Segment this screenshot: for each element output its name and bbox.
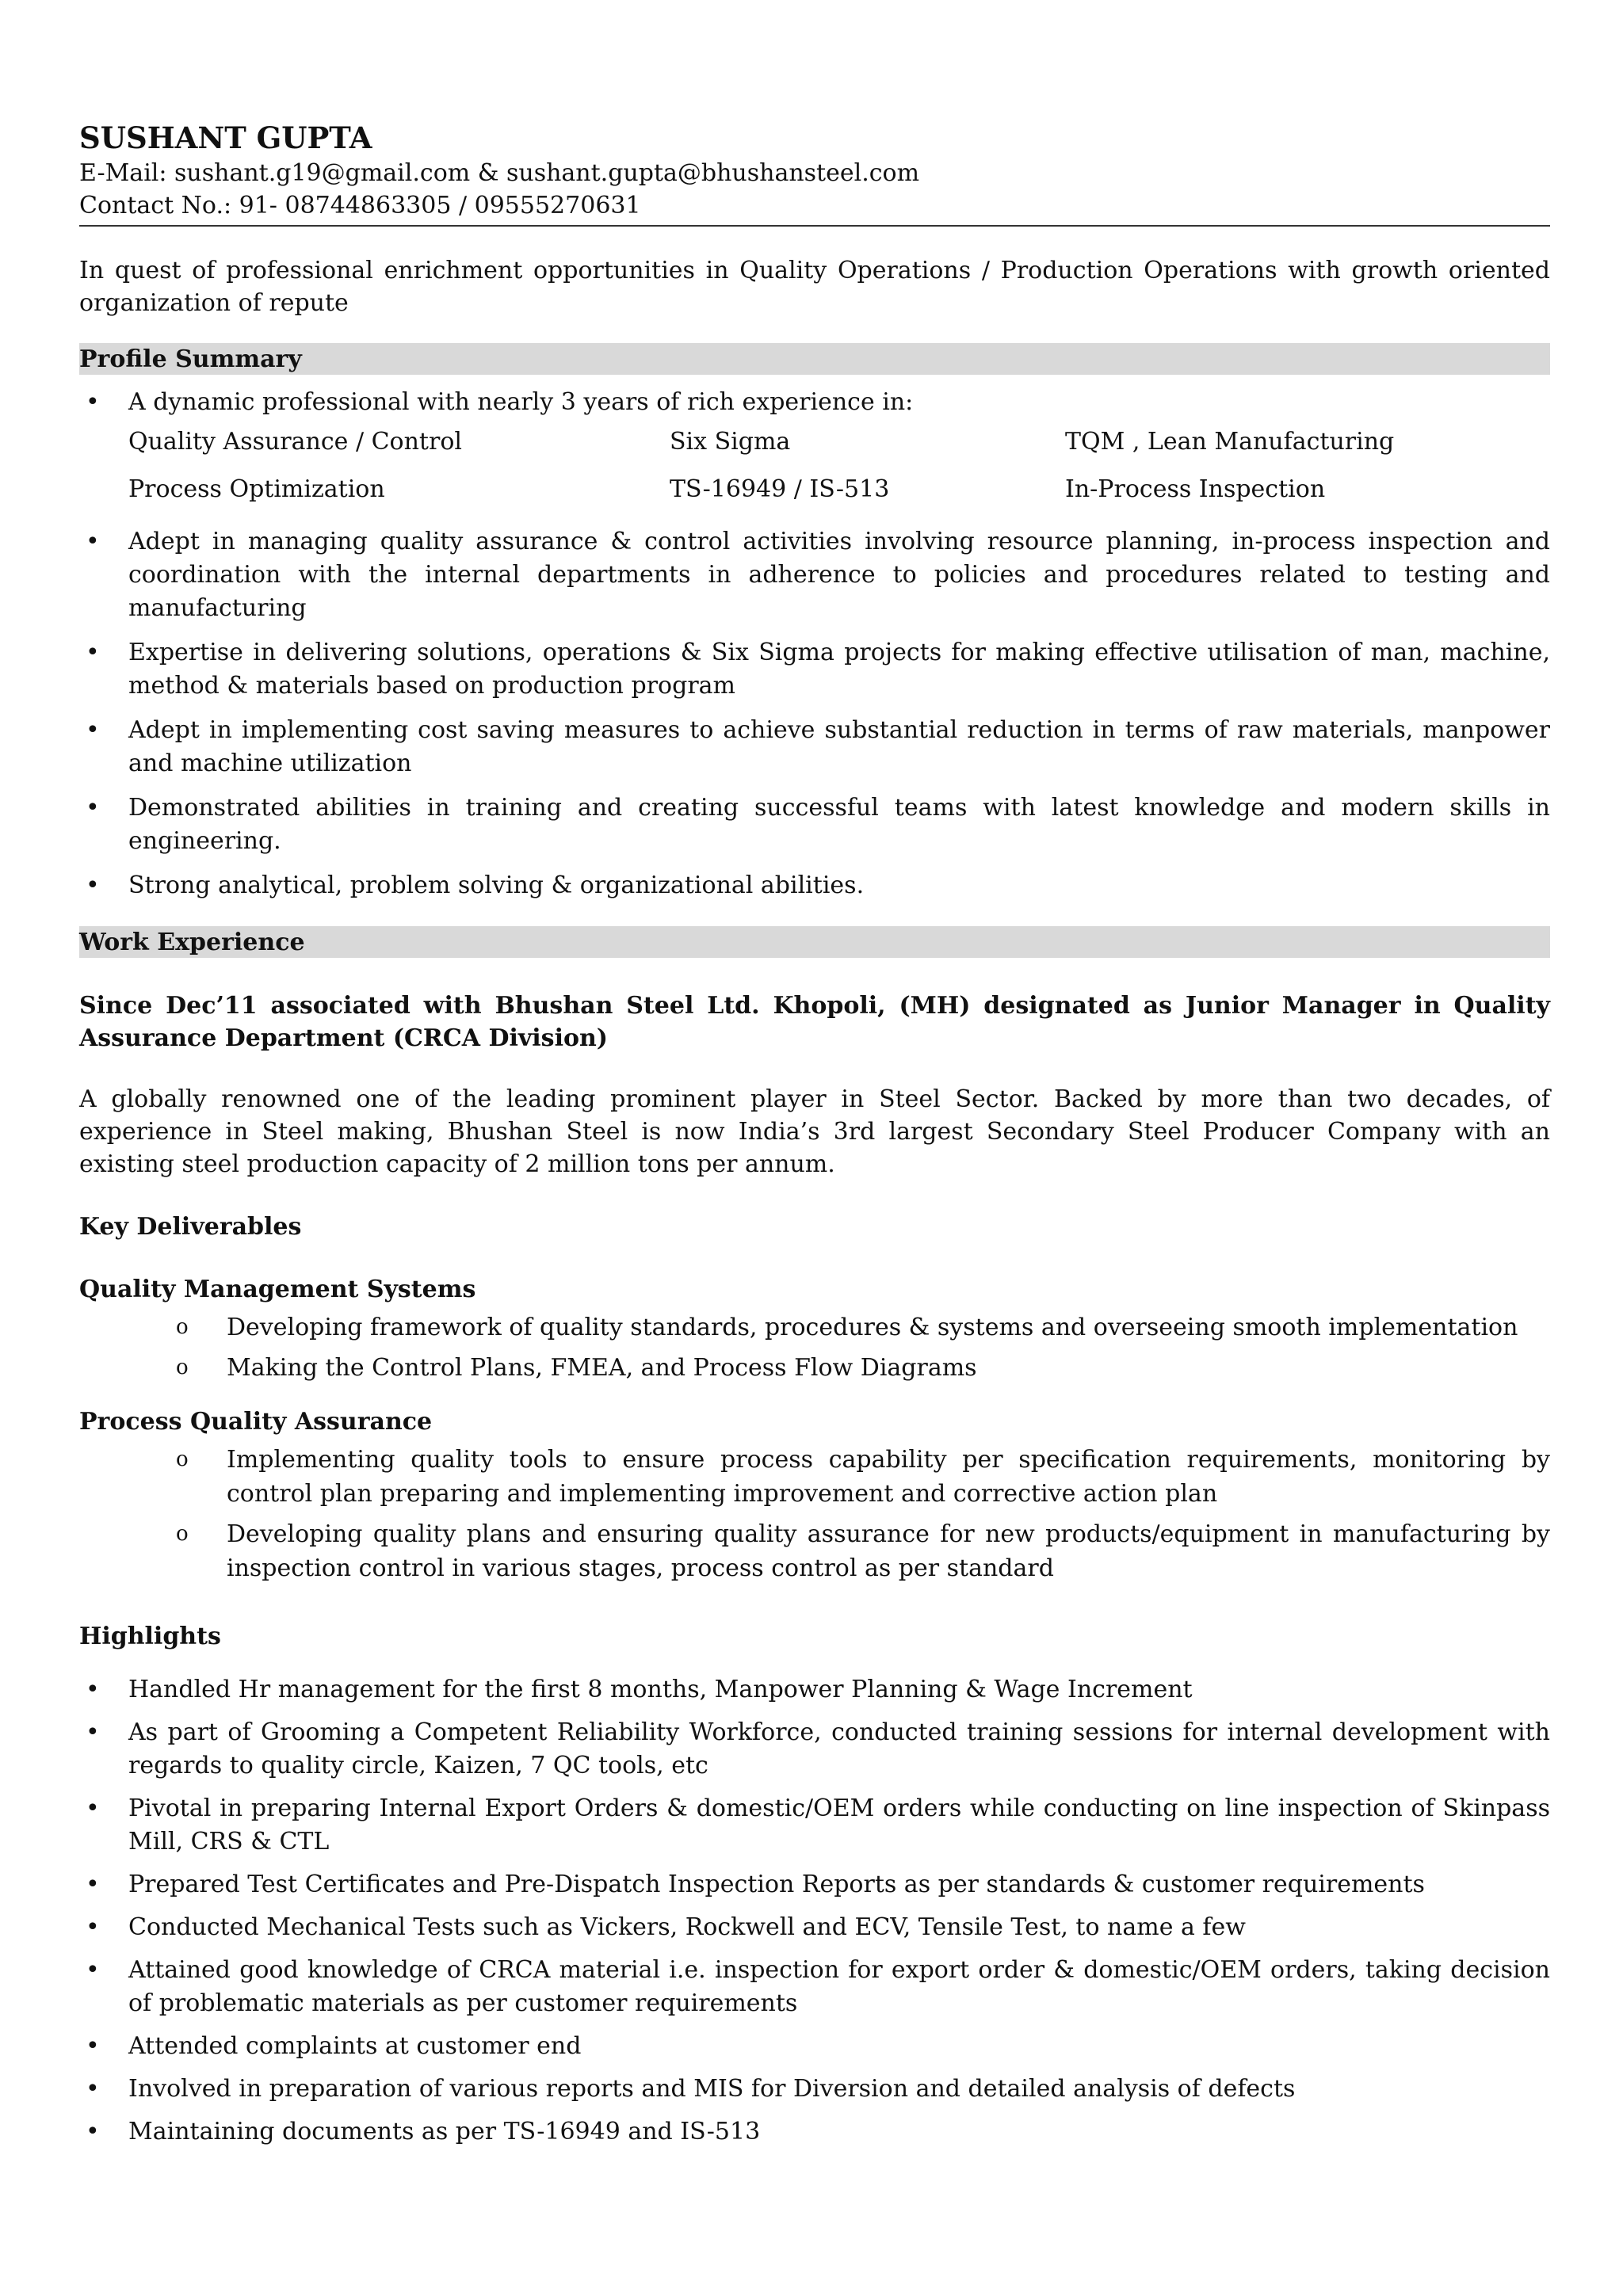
pqa-heading: Process Quality Assurance bbox=[79, 1408, 433, 1436]
circle-bullet-icon: o bbox=[176, 1447, 189, 1471]
bullet-icon: • bbox=[86, 1871, 100, 1898]
bullet-icon: • bbox=[86, 1956, 100, 1984]
list-item: • Involved in preparation of various reports and MIS for Diversion and detailed analysis of defects bbox=[79, 2073, 1550, 2106]
bullet-icon: • bbox=[86, 2032, 100, 2060]
bullet-icon: • bbox=[86, 1676, 100, 1703]
qms-heading: Quality Management Systems bbox=[79, 1276, 476, 1303]
list-item: • Attended complaints at customer end bbox=[79, 2030, 1550, 2063]
list-item: • Strong analytical, problem solving & organizational abilities. bbox=[79, 869, 1550, 902]
list-item: • A dynamic professional with nearly 3 years of rich experience in: bbox=[79, 386, 1550, 419]
resume-content bbox=[79, 119, 1550, 2149]
skill-item: Process Optimization bbox=[128, 475, 385, 503]
skill-item: TS-16949 / IS-513 bbox=[670, 475, 890, 503]
skills-grid bbox=[79, 419, 1550, 514]
list-item: • Pivotal in preparing Internal Export Orders & domestic/OEM orders while conducting on line inspection of Skinpass Mill, CRS & CTL bbox=[79, 1792, 1550, 1859]
bullet-icon: • bbox=[86, 1913, 100, 1941]
profile-summary-bullets bbox=[79, 525, 1550, 902]
bullet-icon: • bbox=[86, 1718, 100, 1746]
section-heading-work-experience: Work Experience bbox=[79, 926, 1550, 958]
profile-summary-list bbox=[79, 386, 1550, 419]
list-item: • Prepared Test Certificates and Pre-Dispatch Inspection Reports as per standards & customer requirements bbox=[79, 1868, 1550, 1901]
skill-item: Six Sigma bbox=[670, 428, 791, 456]
pqa-list bbox=[79, 1443, 1550, 1585]
bullet-icon: • bbox=[86, 639, 100, 666]
bullet-icon: • bbox=[86, 388, 100, 416]
bullet-icon: • bbox=[86, 2118, 100, 2145]
list-item: o Making the Control Plans, FMEA, and Process Flow Diagrams bbox=[79, 1351, 1550, 1385]
list-item: • Handled Hr management for the first 8 months, Manpower Planning & Wage Increment bbox=[79, 1673, 1550, 1707]
list-item: • Expertise in delivering solutions, operations & Six Sigma projects for making effective utilisation of man, machine, method & materials based on production program bbox=[79, 636, 1550, 703]
list-item: • Demonstrated abilities in training and creating successful teams with latest knowledge and modern skills in engineering. bbox=[79, 791, 1550, 858]
career-objective: In quest of professional enrichment opportunities in Quality Operations / Production Operations with growth oriented organization of repute bbox=[79, 257, 1550, 317]
highlights-heading: Highlights bbox=[79, 1623, 221, 1650]
list-item: o Implementing quality tools to ensure process capability per specification requirements, monitoring by control plan preparing and implementing improvement and corrective action plan bbox=[79, 1443, 1550, 1511]
email-line: E-Mail: sushant.g19@gmail.com & sushant.gupta@bhushansteel.com bbox=[79, 159, 920, 187]
list-item: • Attained good knowledge of CRCA material i.e. inspection for export order & domestic/OEM orders, taking decision of problematic materials as per customer requirements bbox=[79, 1954, 1550, 2020]
circle-bullet-icon: o bbox=[176, 1315, 189, 1339]
list-item: • Adept in implementing cost saving measures to achieve substantial reduction in terms of raw materials, manpower and machine utilization bbox=[79, 714, 1550, 780]
section-heading-profile-summary: Profile Summary bbox=[79, 343, 1550, 375]
list-item: • Adept in managing quality assurance & control activities involving resource planning, in-process inspection and coordination with the internal departments in adherence to policies and procedures related to testing and manufacturing bbox=[79, 525, 1550, 625]
highlights-list bbox=[79, 1673, 1550, 2149]
company-description: A globally renowned one of the leading prominent player in Steel Sector. Backed by more than two decades, of experience in Steel making, Bhushan Steel is now India’s 3rd largest Secondary Steel Producer Company with an existing steel production capacity of 2 million tons per annum. bbox=[79, 1085, 1550, 1178]
skill-item: TQM , Lean Manufacturing bbox=[1065, 428, 1395, 456]
bullet-icon: • bbox=[86, 716, 100, 744]
circle-bullet-icon: o bbox=[176, 1356, 189, 1379]
header-divider bbox=[79, 225, 1550, 227]
skill-item: In-Process Inspection bbox=[1065, 475, 1326, 503]
key-deliverables-heading: Key Deliverables bbox=[79, 1213, 302, 1241]
bullet-icon: • bbox=[86, 871, 100, 899]
list-item: • Maintaining documents as per TS-16949 and IS-513 bbox=[79, 2115, 1550, 2149]
contact-line: Contact No.: 91- 08744863305 / 09555270631 bbox=[79, 192, 641, 219]
list-item: • Conducted Mechanical Tests such as Vickers, Rockwell and ECV, Tensile Test, to name a few bbox=[79, 1911, 1550, 1944]
circle-bullet-icon: o bbox=[176, 1522, 189, 1546]
bullet-icon: • bbox=[86, 2075, 100, 2103]
qms-list bbox=[79, 1310, 1550, 1385]
list-item: • As part of Grooming a Competent Reliability Workforce, conducted training sessions for internal development with regards to quality circle, Kaizen, 7 QC tools, etc bbox=[79, 1716, 1550, 1783]
skill-item: Quality Assurance / Control bbox=[128, 428, 462, 456]
bullet-icon: • bbox=[86, 1794, 100, 1822]
bullet-icon: • bbox=[86, 528, 100, 555]
job-title: Since Dec’11 associated with Bhushan Steel Ltd. Khopoli, (MH) designated as Junior Manager in Quality Assurance Department (CRCA Division) bbox=[79, 992, 1550, 1052]
list-item: o Developing quality plans and ensuring quality assurance for new products/equipment in manufacturing by inspection control in various stages, process control as per standard bbox=[79, 1517, 1550, 1585]
list-item: o Developing framework of quality standards, procedures & systems and overseeing smooth implementation bbox=[79, 1310, 1550, 1344]
bullet-icon: • bbox=[86, 794, 100, 822]
candidate-name: SUSHANT GUPTA bbox=[79, 120, 372, 155]
